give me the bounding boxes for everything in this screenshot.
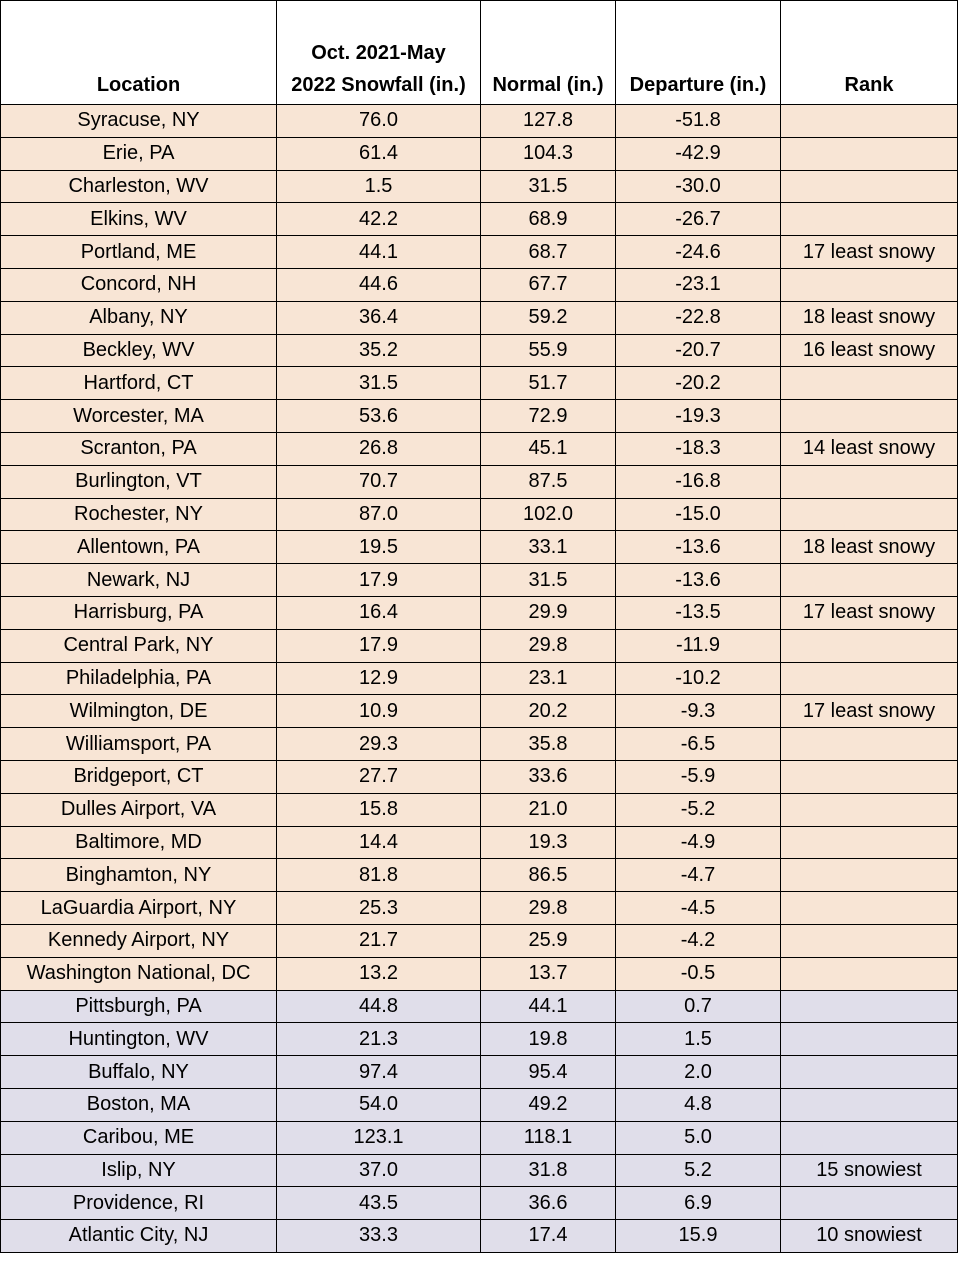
table-row — [1, 531, 958, 564]
departure-cell: 1.5 — [616, 1023, 781, 1056]
normal-cell: 102.0 — [481, 498, 616, 531]
normal-cell: 19.8 — [481, 1023, 616, 1056]
table-row — [1, 1056, 958, 1089]
departure-cell: -51.8 — [616, 105, 781, 138]
snowfall-cell: 36.4 — [277, 301, 481, 334]
table-row — [1, 236, 958, 269]
snowfall-cell: 1.5 — [277, 170, 481, 203]
snowfall-cell: 37.0 — [277, 1154, 481, 1187]
rank-cell — [781, 1056, 958, 1089]
snowfall-cell: 21.7 — [277, 924, 481, 957]
snowfall-cell: 61.4 — [277, 137, 481, 170]
rank-cell: 14 least snowy — [781, 432, 958, 465]
departure-cell: -11.9 — [616, 629, 781, 662]
location-cell: Scranton, PA — [1, 432, 277, 465]
table-row — [1, 170, 958, 203]
location-cell: Rochester, NY — [1, 498, 277, 531]
normal-cell: 95.4 — [481, 1056, 616, 1089]
departure-cell: 5.0 — [616, 1121, 781, 1154]
rank-cell — [781, 1121, 958, 1154]
normal-cell: 17.4 — [481, 1220, 616, 1253]
header-rank: Rank — [781, 1, 958, 105]
table-row — [1, 105, 958, 138]
snowfall-cell: 123.1 — [277, 1121, 481, 1154]
snowfall-cell: 70.7 — [277, 465, 481, 498]
departure-cell: -42.9 — [616, 137, 781, 170]
departure-cell: 0.7 — [616, 990, 781, 1023]
rank-cell — [781, 957, 958, 990]
normal-cell: 29.8 — [481, 892, 616, 925]
snowfall-cell: 44.1 — [277, 236, 481, 269]
table-row — [1, 1121, 958, 1154]
rank-cell: 10 snowiest — [781, 1220, 958, 1253]
location-cell: LaGuardia Airport, NY — [1, 892, 277, 925]
normal-cell: 13.7 — [481, 957, 616, 990]
rank-cell — [781, 367, 958, 400]
header-location: Location — [1, 1, 277, 105]
normal-cell: 35.8 — [481, 728, 616, 761]
normal-cell: 118.1 — [481, 1121, 616, 1154]
location-cell: Portland, ME — [1, 236, 277, 269]
normal-cell: 21.0 — [481, 793, 616, 826]
rank-cell — [781, 1088, 958, 1121]
header-departure: Departure (in.) — [616, 1, 781, 105]
departure-cell: -24.6 — [616, 236, 781, 269]
departure-cell: -20.7 — [616, 334, 781, 367]
table-row — [1, 1154, 958, 1187]
location-cell: Binghamton, NY — [1, 859, 277, 892]
location-cell: Central Park, NY — [1, 629, 277, 662]
table-row — [1, 1088, 958, 1121]
location-cell: Williamsport, PA — [1, 728, 277, 761]
departure-cell: -22.8 — [616, 301, 781, 334]
snowfall-cell: 76.0 — [277, 105, 481, 138]
normal-cell: 25.9 — [481, 924, 616, 957]
rank-cell — [781, 203, 958, 236]
location-cell: Burlington, VT — [1, 465, 277, 498]
rank-cell — [781, 892, 958, 925]
header-row — [1, 1, 958, 105]
rank-cell — [781, 268, 958, 301]
snowfall-cell: 13.2 — [277, 957, 481, 990]
normal-cell: 87.5 — [481, 465, 616, 498]
snowfall-cell: 44.8 — [277, 990, 481, 1023]
table-row — [1, 957, 958, 990]
location-cell: Providence, RI — [1, 1187, 277, 1220]
normal-cell: 29.8 — [481, 629, 616, 662]
location-cell: Beckley, WV — [1, 334, 277, 367]
rank-cell: 17 least snowy — [781, 695, 958, 728]
table-row — [1, 432, 958, 465]
location-cell: Islip, NY — [1, 1154, 277, 1187]
location-cell: Albany, NY — [1, 301, 277, 334]
table-row — [1, 301, 958, 334]
normal-cell: 29.9 — [481, 596, 616, 629]
normal-cell: 45.1 — [481, 432, 616, 465]
normal-cell: 31.5 — [481, 170, 616, 203]
departure-cell: -26.7 — [616, 203, 781, 236]
normal-cell: 51.7 — [481, 367, 616, 400]
rank-cell — [781, 564, 958, 597]
departure-cell: -5.2 — [616, 793, 781, 826]
departure-cell: -5.9 — [616, 760, 781, 793]
normal-cell: 67.7 — [481, 268, 616, 301]
snowfall-cell: 87.0 — [277, 498, 481, 531]
table-row — [1, 892, 958, 925]
rank-cell — [781, 793, 958, 826]
snowfall-cell: 33.3 — [277, 1220, 481, 1253]
departure-cell: 2.0 — [616, 1056, 781, 1089]
location-cell: Pittsburgh, PA — [1, 990, 277, 1023]
snowfall-cell: 29.3 — [277, 728, 481, 761]
location-cell: Hartford, CT — [1, 367, 277, 400]
snowfall-cell: 53.6 — [277, 400, 481, 433]
location-cell: Baltimore, MD — [1, 826, 277, 859]
rank-cell — [781, 662, 958, 695]
snowfall-cell: 35.2 — [277, 334, 481, 367]
header-snowfall-line1: Oct. 2021-May — [311, 42, 446, 64]
snowfall-cell: 10.9 — [277, 695, 481, 728]
rank-cell — [781, 105, 958, 138]
normal-cell: 59.2 — [481, 301, 616, 334]
normal-cell: 104.3 — [481, 137, 616, 170]
departure-cell: -18.3 — [616, 432, 781, 465]
rank-cell: 17 least snowy — [781, 236, 958, 269]
location-cell: Elkins, WV — [1, 203, 277, 236]
table-row — [1, 564, 958, 597]
location-cell: Syracuse, NY — [1, 105, 277, 138]
rank-cell: 18 least snowy — [781, 531, 958, 564]
table-row — [1, 596, 958, 629]
departure-cell: 4.8 — [616, 1088, 781, 1121]
departure-cell: -0.5 — [616, 957, 781, 990]
location-cell: Atlantic City, NJ — [1, 1220, 277, 1253]
table-row — [1, 137, 958, 170]
table-row — [1, 826, 958, 859]
snowfall-cell: 14.4 — [277, 826, 481, 859]
table-row — [1, 1187, 958, 1220]
snowfall-cell: 25.3 — [277, 892, 481, 925]
location-cell: Charleston, WV — [1, 170, 277, 203]
table-row — [1, 498, 958, 531]
location-cell: Philadelphia, PA — [1, 662, 277, 695]
table-row — [1, 629, 958, 662]
snowfall-cell: 54.0 — [277, 1088, 481, 1121]
departure-cell: -10.2 — [616, 662, 781, 695]
location-cell: Concord, NH — [1, 268, 277, 301]
table-row — [1, 760, 958, 793]
rank-cell — [781, 1023, 958, 1056]
location-cell: Allentown, PA — [1, 531, 277, 564]
location-cell: Erie, PA — [1, 137, 277, 170]
departure-cell: -20.2 — [616, 367, 781, 400]
location-cell: Wilmington, DE — [1, 695, 277, 728]
table-row — [1, 728, 958, 761]
location-cell: Harrisburg, PA — [1, 596, 277, 629]
normal-cell: 31.8 — [481, 1154, 616, 1187]
table-row — [1, 367, 958, 400]
departure-cell: -23.1 — [616, 268, 781, 301]
departure-cell: -13.6 — [616, 564, 781, 597]
location-cell: Bridgeport, CT — [1, 760, 277, 793]
departure-cell: -4.9 — [616, 826, 781, 859]
rank-cell — [781, 760, 958, 793]
normal-cell: 20.2 — [481, 695, 616, 728]
snowfall-cell: 21.3 — [277, 1023, 481, 1056]
rank-cell — [781, 400, 958, 433]
rank-cell — [781, 498, 958, 531]
normal-cell: 44.1 — [481, 990, 616, 1023]
departure-cell: 6.9 — [616, 1187, 781, 1220]
location-cell: Washington National, DC — [1, 957, 277, 990]
normal-cell: 86.5 — [481, 859, 616, 892]
rank-cell — [781, 629, 958, 662]
departure-cell: -30.0 — [616, 170, 781, 203]
rank-cell — [781, 859, 958, 892]
header-snowfall — [277, 1, 481, 105]
location-cell: Buffalo, NY — [1, 1056, 277, 1089]
table-row — [1, 1023, 958, 1056]
table-row — [1, 695, 958, 728]
location-cell: Worcester, MA — [1, 400, 277, 433]
departure-cell: -6.5 — [616, 728, 781, 761]
departure-cell: -4.5 — [616, 892, 781, 925]
snowfall-cell: 97.4 — [277, 1056, 481, 1089]
departure-cell: -16.8 — [616, 465, 781, 498]
departure-cell: -4.7 — [616, 859, 781, 892]
normal-cell: 19.3 — [481, 826, 616, 859]
snowfall-cell: 17.9 — [277, 564, 481, 597]
location-cell: Huntington, WV — [1, 1023, 277, 1056]
table-row — [1, 334, 958, 367]
rank-cell: 17 least snowy — [781, 596, 958, 629]
table-row — [1, 203, 958, 236]
header-normal: Normal (in.) — [481, 1, 616, 105]
departure-cell: -15.0 — [616, 498, 781, 531]
location-cell: Boston, MA — [1, 1088, 277, 1121]
normal-cell: 49.2 — [481, 1088, 616, 1121]
table-row — [1, 793, 958, 826]
departure-cell: 15.9 — [616, 1220, 781, 1253]
snowfall-cell: 15.8 — [277, 793, 481, 826]
rank-cell — [781, 728, 958, 761]
rank-cell — [781, 137, 958, 170]
normal-cell: 33.6 — [481, 760, 616, 793]
snowfall-cell: 44.6 — [277, 268, 481, 301]
snowfall-cell: 81.8 — [277, 859, 481, 892]
normal-cell: 31.5 — [481, 564, 616, 597]
table-row — [1, 662, 958, 695]
departure-cell: -4.2 — [616, 924, 781, 957]
departure-cell: 5.2 — [616, 1154, 781, 1187]
departure-cell: -13.5 — [616, 596, 781, 629]
snowfall-cell: 43.5 — [277, 1187, 481, 1220]
table-row — [1, 465, 958, 498]
snowfall-cell: 16.4 — [277, 596, 481, 629]
normal-cell: 55.9 — [481, 334, 616, 367]
table-row — [1, 1220, 958, 1253]
departure-cell: -9.3 — [616, 695, 781, 728]
table-body — [1, 105, 958, 1253]
rank-cell: 16 least snowy — [781, 334, 958, 367]
snowfall-cell: 42.2 — [277, 203, 481, 236]
rank-cell — [781, 1187, 958, 1220]
snowfall-cell: 31.5 — [277, 367, 481, 400]
normal-cell: 72.9 — [481, 400, 616, 433]
rank-cell — [781, 924, 958, 957]
location-cell: Caribou, ME — [1, 1121, 277, 1154]
table-row — [1, 990, 958, 1023]
table-row — [1, 924, 958, 957]
header-snowfall-line2: 2022 Snowfall (in.) — [291, 74, 466, 96]
snowfall-cell: 27.7 — [277, 760, 481, 793]
rank-cell: 15 snowiest — [781, 1154, 958, 1187]
snowfall-cell: 17.9 — [277, 629, 481, 662]
snowfall-cell: 19.5 — [277, 531, 481, 564]
rank-cell: 18 least snowy — [781, 301, 958, 334]
rank-cell — [781, 170, 958, 203]
table-row — [1, 859, 958, 892]
rank-cell — [781, 465, 958, 498]
normal-cell: 23.1 — [481, 662, 616, 695]
departure-cell: -13.6 — [616, 531, 781, 564]
normal-cell: 68.7 — [481, 236, 616, 269]
normal-cell: 36.6 — [481, 1187, 616, 1220]
table-row — [1, 400, 958, 433]
normal-cell: 33.1 — [481, 531, 616, 564]
table-row — [1, 268, 958, 301]
location-cell: Newark, NJ — [1, 564, 277, 597]
location-cell: Dulles Airport, VA — [1, 793, 277, 826]
location-cell: Kennedy Airport, NY — [1, 924, 277, 957]
rank-cell — [781, 990, 958, 1023]
rank-cell — [781, 826, 958, 859]
normal-cell: 127.8 — [481, 105, 616, 138]
departure-cell: -19.3 — [616, 400, 781, 433]
snowfall-cell: 26.8 — [277, 432, 481, 465]
snowfall-cell: 12.9 — [277, 662, 481, 695]
normal-cell: 68.9 — [481, 203, 616, 236]
